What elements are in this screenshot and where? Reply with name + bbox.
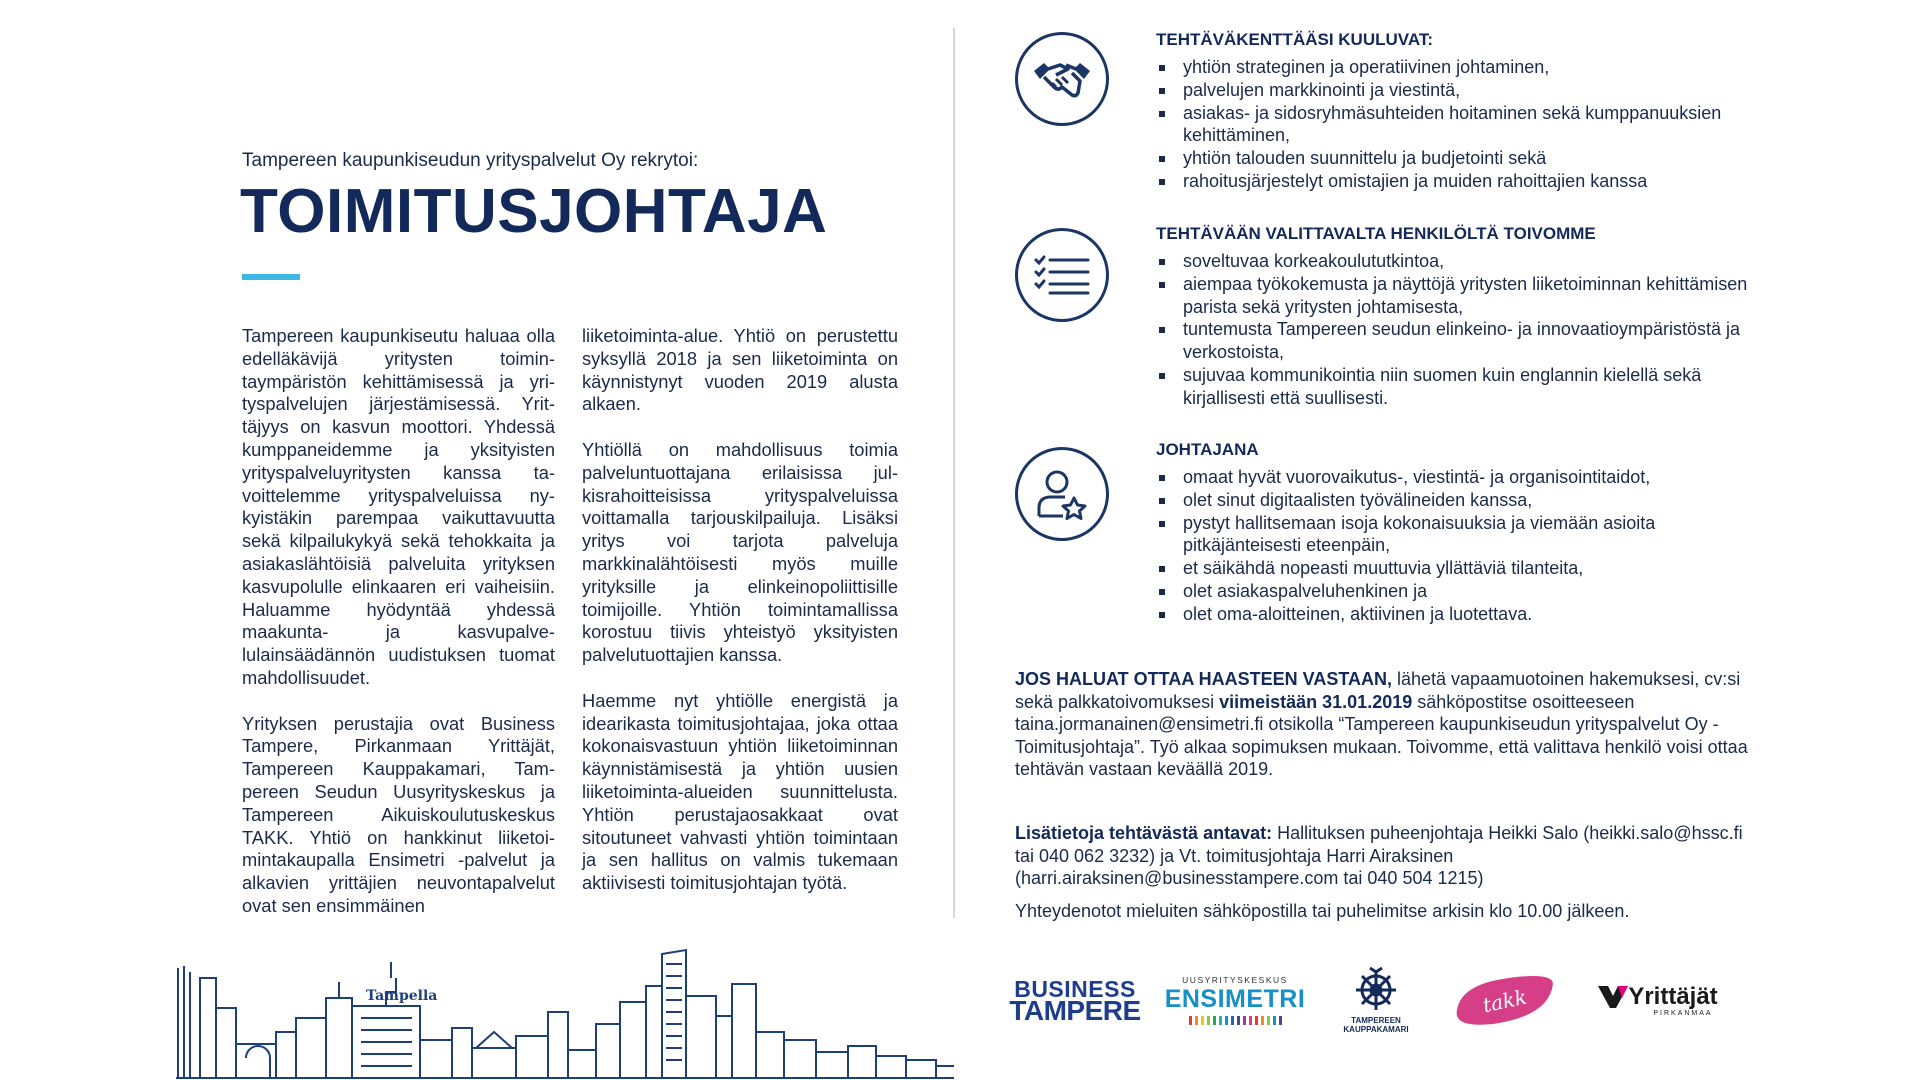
application-text: sähköpostitse osoitteeseen taina.jormanainen@ensimetri.fi otsikolla “Tampereen kaupunkiseudun yrityspalvelut Oy - Toimitusjohtaja”. Työ alkaa sopimuksen mukaan. Toivomme, että valittava henkilö voisi ottaa tehtävän vastaan keväällä 2019. [1015, 691, 1748, 779]
list-item: aiempaa työkokemusta ja näyttöjä yritysten liiketoiminnan kehittämisen parista sekä yritysten johtamisesta, [1156, 273, 1756, 319]
contact-note: Yhteydenotot mieluiten sähköpostilla tai puhelimitse arkisin klo 10.00 jälkeen. [1015, 901, 1630, 921]
list-item: et säikähdä nopeasti muuttuvia yllättäviä tilanteita, [1156, 557, 1756, 580]
body-paragraph: Yhtiöllä on mahdollisuus toimia palveluntuottajana erilaisissa julkisrahoitteisissa yrityspalveluissa voittamalla tarjouskilpailuja. Lisäksi yritys voi tarjota palveluja markkinalähtöisesti myös muille yrityksille ja elinkeinopoliittisille toimijoille. Yhtiön toimintamallissa korostuu tiivis yhteistyö yksityisten palvelutuottajien kanssa. [582, 438, 898, 666]
application-text: lähetä vapaamuotoinen hakemuksesi, cv:si sekä palkkatoivomuksesi [1015, 669, 1741, 712]
list-item: olet sinut digitaalisten työvälineiden kanssa, [1156, 489, 1756, 512]
list-item: palvelujen markkinointi ja viestintä, [1156, 79, 1756, 102]
logo-text: TAMPEREEN [1351, 1016, 1401, 1025]
person-star-glyph [1037, 468, 1087, 520]
application-lead: JOS HALUAT OTTAA HAASTEEN VASTAAN, [1015, 669, 1392, 689]
application-deadline: viimeistään 31.01.2019 [1219, 691, 1413, 712]
checklist-glyph [1034, 255, 1090, 295]
list-item: tuntemusta Tampereen seudun elinkeino- ja innovaatioympäristöstä ja verkostoista, [1156, 318, 1756, 364]
more-info-text: Hallituksen puheenjohtaja Heikki Salo (heikki.salo@hssc.fi tai 040 062 3232) ja Vt. toimitusjohtaja Harri Airaksinen (harri.airaksinen@businesstampere.com tai 040 504 1215) [1015, 823, 1743, 888]
handshake-glyph [1032, 57, 1092, 101]
body-paragraph: liiketoiminta-alue. Yhtiö on perustettu syksyllä 2018 ja sen liiketoiminta on käynnistynyt vuoden 2019 alusta alkaen. [582, 325, 898, 415]
logo-text: PIRKANMAA [1653, 1009, 1713, 1017]
section-title: JOHTAJANA [1156, 440, 1259, 459]
recruiting-company-line: Tampereen kaupunkiseudun yrityspalvelut Oy rekrytoi: [242, 150, 699, 171]
more-info-lead: Lisätietoja tehtävästä antavat: [1015, 823, 1273, 843]
logo-text: BUSINESS [1014, 976, 1136, 1002]
bullet-list [1156, 56, 1756, 193]
section-responsibilities [1156, 30, 1756, 193]
yrittajat-emblem [1598, 984, 1628, 1010]
yrittajat-logo [1592, 960, 1724, 1040]
logo-text: TAMPERE [1009, 995, 1141, 1026]
section-as-leader [1156, 440, 1756, 626]
body-column-2 [582, 325, 898, 918]
bullet-list [1156, 466, 1756, 626]
city-skyline-illustration [176, 948, 954, 1080]
body-paragraph: Tampereen kaupunkiseutu haluaa olla edelläkävijä yritysten toimintaympäristön kehittämisessä ja yrityspalvelujen järjestämisessä. Yrittäjyys on kasvun moottori. Yhdessä kumppaneidemme ja yksityisten yrityspalveluyritysten kanssa tavoittelemme yrityspalveluissa nykyistäkin parempaa vaikuttavuutta sekä kilpailukykyä sekä tehokkaita ja asiakaslähtöisiä palveluita yrityksen kasvupolulle elinkaaren eri vaiheisiin. Haluamme hyödyntää yhdessä maakunta- ja kasvupalvelulainsäädännön uudistuksen tuomat mahdollisuudet. [242, 325, 555, 688]
body-column-1 [242, 325, 555, 941]
logo-text: UUSYRITYSKESKUS [1182, 975, 1288, 985]
person-star-icon [1015, 447, 1109, 541]
ensimetri-logo [1164, 960, 1306, 1040]
accent-underline [242, 274, 300, 280]
list-item: sujuvaa kommunikointia niin suomen kuin englannin kielellä sekä kirjallisesti että suullisesti. [1156, 364, 1756, 410]
body-paragraph: Yrityksen perustajia ovat Business Tampere, Pirkanmaan Yrittäjät, Tampereen Kauppakamari, Tampereen Seudun Uusyrityskeskus ja Tampereen Aikuiskoulutuskeskus TAKK. Yhtiö on hankkinut liiketoimintakaupalla Ensimetri -palvelut ja alkavien yrittäjien neuvontapalvelut ovat sen ensimmäinen [242, 712, 555, 916]
list-item: olet oma-aloitteinen, aktiivinen ja luotettava. [1156, 603, 1756, 626]
tampella-sign: Tampella [366, 988, 438, 1004]
list-item: asiakas- ja sidosryhmäsuhteiden hoitaminen sekä kumppanuuksien kehittäminen, [1156, 102, 1756, 148]
business-tampere-logo [1009, 960, 1141, 1040]
section-qualifications [1156, 224, 1756, 410]
kauppakamari-logo [1336, 960, 1416, 1040]
logo-text: ENSIMETRI [1164, 985, 1306, 1013]
takk-emblem [1453, 970, 1557, 1030]
ship-wheel-emblem [1348, 966, 1404, 1016]
list-item: yhtiön strateginen ja operatiivinen johtaminen, [1156, 56, 1756, 79]
section-title: TEHTÄVÄKENTTÄÄSI KUULUVAT: [1156, 30, 1434, 49]
list-item: pystyt hallitsemaan isoja kokonaisuuksia ja viemään asioita pitkäjänteisesti eteenpäin, [1156, 512, 1756, 558]
application-instructions [1015, 668, 1755, 781]
logo-text: KAUPPAKAMARI [1343, 1025, 1409, 1034]
list-item: olet asiakaspalveluhenkinen ja [1156, 580, 1756, 603]
takk-logo [1450, 960, 1560, 1040]
logo-text: takk [1480, 984, 1529, 1018]
handshake-icon [1015, 32, 1109, 126]
page-divider [953, 28, 955, 918]
body-paragraph: Haemme nyt yhtiölle energistä ja idearikasta toimitusjohtajaa, joka ottaa kokonaisvastuun yhtiön liiketoiminnan käynnistämisestä ja yhtiön uusien liiketoiminta-alueiden suunnittelusta. Yhtiön perustajaosakkaat ovat sitoutuneet vahvasti yhtiön toimintaan ja sen hallitus on valmis tukemaan aktiivisesti toimitusjohtajan työtä. [582, 689, 898, 894]
section-title: TEHTÄVÄÄN VALITTAVALTA HENKILÖLTÄ TOIVOMME [1156, 224, 1596, 243]
list-item: omaat hyvät vuorovaikutus-, viestintä- ja organisointitaidot, [1156, 466, 1756, 489]
bullet-list [1156, 250, 1756, 410]
more-info [1015, 822, 1755, 890]
list-item: rahoitusjärjestelyt omistajien ja muiden rahoittajien kanssa [1156, 170, 1756, 193]
logo-text: Yrittäjät [1628, 982, 1718, 1010]
job-title-headline: TOIMITUSJOHTAJA [240, 177, 828, 246]
ruler-bars [1189, 1016, 1282, 1025]
list-item: yhtiön talouden suunnittelu ja budjetointi sekä [1156, 147, 1756, 170]
checklist-icon [1015, 228, 1109, 322]
list-item: soveltuvaa korkeakoulututkintoa, [1156, 250, 1756, 273]
